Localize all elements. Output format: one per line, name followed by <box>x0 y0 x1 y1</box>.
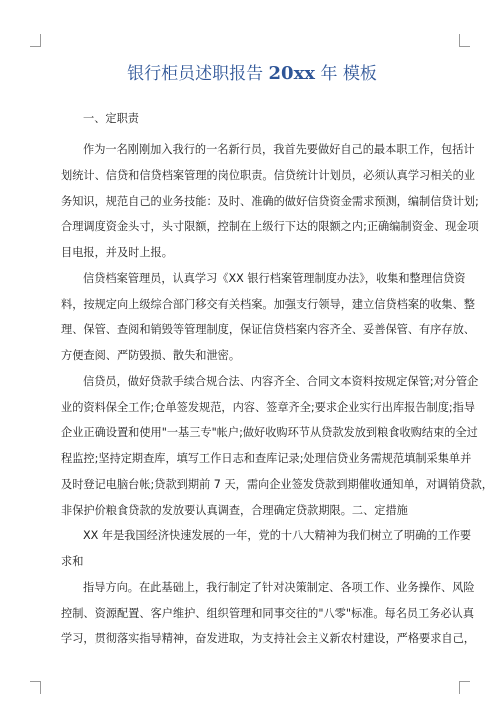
paragraph-line: 信贷档案管理员，认真学习《XX 银行档案管理制度办法》，收集和整理信贷资 <box>83 272 466 285</box>
document-title <box>61 62 443 86</box>
paragraph-line: 及时登记电脑台帐;贷款到期前 7 天，需向企业签发贷款到期催收通知单，对调销贷款， <box>61 478 493 491</box>
paragraph-line: 理、保管、查阅和销毁等管理制度，保证信贷档案内容齐全、妥善保管、有序存放、 <box>61 323 475 336</box>
paragraph-line: 业的资料保全工作;仓单签发规范，内容、签章齐全;要求企业实行出库报告制度;指导 <box>61 401 476 414</box>
section-heading-duties: 一、定职责 <box>83 112 139 125</box>
paragraph-line: 学习，贯彻落实指导精神，奋发进取，为支持社会主义新农村建设，严格要求自己， <box>61 632 475 645</box>
paragraph-line: 求和 <box>61 555 84 568</box>
paragraph-line: 信贷员，做好贷款手续合规合法、内容齐全、合同文本资料按规定保管;对分管企 <box>83 375 479 388</box>
paragraph-line: 合理调度资金头寸，头寸限额，控制在上级行下达的限额之内;正确编制资金、现金项 <box>61 220 479 233</box>
paragraph-line: 划统计、信贷和信贷档案管理的岗位职责。信贷统计计划员，必须认真学习相关的业 <box>61 169 475 182</box>
paragraph-line: 作为一名刚刚加入我行的一名新行员，我首先要做好自己的最本职工作，包括计 <box>83 143 475 156</box>
paragraph-line: 目电报，并及时上报。 <box>61 246 173 259</box>
title-prefix: 银行柜员述职报告 <box>127 64 264 84</box>
title-year: 20xx <box>268 63 316 84</box>
paragraph-line: 程监控;坚持定期查库，填写工作日志和查库记录;处理信贷业务需规范填制采集单并 <box>61 452 472 465</box>
paragraph-line: XX 年是我国经济快速发展的一年，党的十八大精神为我们树立了明确的工作要 <box>83 529 472 542</box>
paragraph-line: 非保护价粮食贷款的发放要认真调查，合理确定贷款期限。二、定措施 <box>61 504 408 517</box>
paragraph-line: 控制、资源配置、客户维护、组织管理和同事交往的"八零"标准。每名员工务必认真 <box>61 607 475 620</box>
title-suffix: 年 模板 <box>320 64 377 84</box>
paragraph-line: 料，按规定向上级综合部门移交有关档案。加强支行领导，建立信贷档案的收集、整 <box>61 298 475 311</box>
crop-mark-top-right <box>459 34 470 47</box>
crop-mark-top-left <box>30 34 41 47</box>
paragraph-line: 方便查阅、严防毁损、散失和泄密。 <box>61 349 241 362</box>
paragraph-line: 企业正确设置和使用"一基三专"帐户;做好收购环节从贷款发放到粮食收购结束的全过 <box>61 426 478 439</box>
paragraph-line: 指导方向。在此基础上，我行制定了针对决策制定、各项工作、业务操作、风险 <box>83 581 475 594</box>
crop-mark-bottom-left <box>30 681 41 694</box>
paragraph-line: 务知识，规范自己的业务技能：及时、准确的做好信贷资金需求预测，编制信贷计划; <box>61 195 479 208</box>
crop-mark-bottom-right <box>459 681 470 694</box>
